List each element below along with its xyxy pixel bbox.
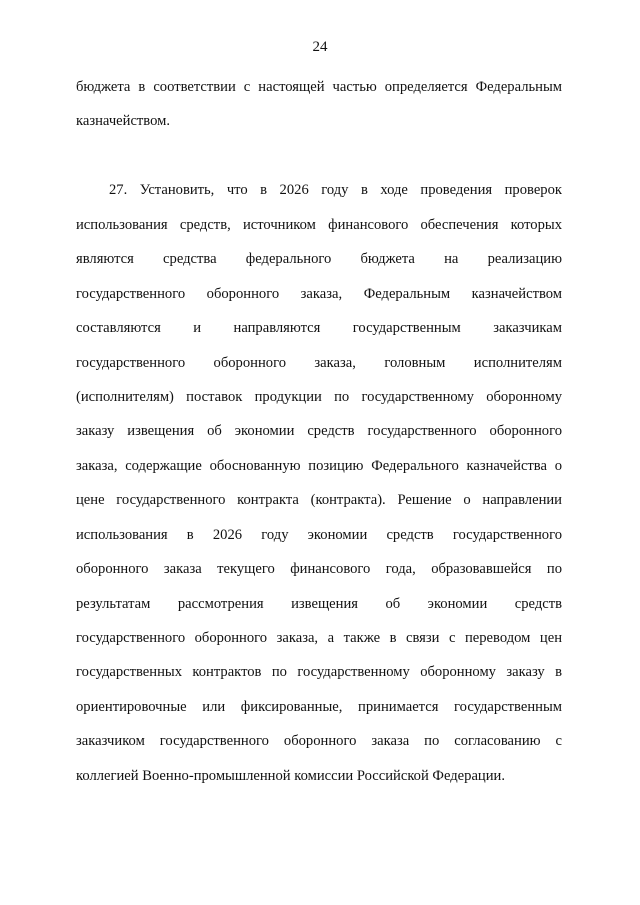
page-number: 24 <box>312 39 328 55</box>
paragraph-spacer <box>76 147 562 181</box>
text-line: использования средств, источником финансового обеспечения которых <box>76 216 562 233</box>
text-line: государственного оборонного заказа, Федеральным казначейством <box>76 285 562 302</box>
text-line: составляются и направляются государственным заказчикам <box>76 320 562 337</box>
text-line: коллегией Военно-промышленной комиссии Российской Федерации. <box>76 767 506 784</box>
text-line: государственных контрактов по государственному оборонному заказу в <box>76 664 562 681</box>
document-body <box>76 78 562 801</box>
text-line: государственного оборонного заказа, а также в связи с переводом цен <box>76 630 562 646</box>
text-line: ориентировочные или фиксированные, принимается государственным <box>76 698 562 715</box>
text-line: заказа, содержащие обоснованную позицию Федерального казначейства о <box>76 457 562 474</box>
text-line: (исполнителям) поставок продукции по государственному оборонному <box>76 388 562 405</box>
text-line: являются средства федерального бюджета на реализацию <box>76 251 562 268</box>
text-line: бюджета в соответствии с настоящей частью определяется Федеральным <box>76 79 562 95</box>
paragraph-first-line: 27. Установить, что в 2026 году в ходе проведения проверок <box>109 182 562 199</box>
text-line: результатам рассмотрения извещения об экономии средств <box>76 595 562 612</box>
text-line: заказчиком государственного оборонного заказа по согласованию с <box>76 733 562 750</box>
text-line: государственного оборонного заказа, головным исполнителям <box>76 354 562 371</box>
text-line: использования в 2026 году экономии средств государственного <box>76 526 562 543</box>
text-line: заказу извещения об экономии средств государственного оборонного <box>76 423 562 440</box>
text-line: оборонного заказа текущего финансового года, образовавшейся по <box>76 561 562 578</box>
text-line: казначейством. <box>76 113 170 130</box>
text-line: цене государственного контракта (контракта). Решение о направлении <box>76 492 562 509</box>
